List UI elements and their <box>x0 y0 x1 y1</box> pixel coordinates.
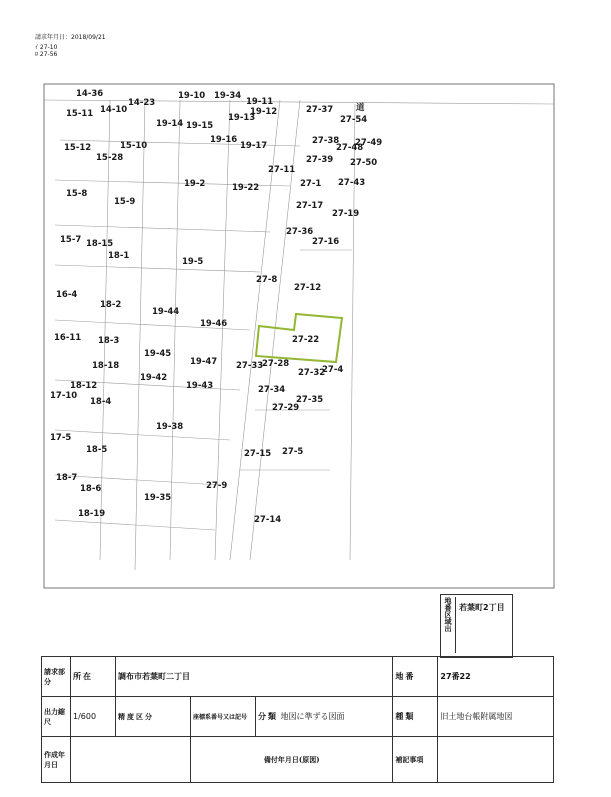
print-date: 請求年月日：2018/09/21 <box>35 34 106 41</box>
lot-label: 19-11 <box>246 97 274 107</box>
lot-label: 27-8 <box>256 275 278 285</box>
lot-label: 27-54 <box>340 115 368 125</box>
lot-label: 14-36 <box>76 89 104 99</box>
lot-label: 15-12 <box>64 143 92 153</box>
lot-label: 27-35 <box>296 395 324 405</box>
type-value: 旧土地台帳附属地図 <box>440 712 513 721</box>
scale-label: 出力縮尺 <box>44 706 65 726</box>
lot-label: 27-5 <box>282 447 304 457</box>
district-value: 若葉町2丁目 <box>459 603 505 612</box>
lot-label: 15-9 <box>114 197 136 207</box>
lot-label: 19-14 <box>156 119 184 129</box>
lot-label: 14-10 <box>100 105 128 115</box>
lot-label: 15-11 <box>66 109 94 119</box>
remarks-label: 備付年月日(原図) <box>263 754 320 764</box>
lot-label: 19-43 <box>186 381 214 391</box>
lot-label: 27-11 <box>268 165 296 175</box>
lot-label: 19-44 <box>152 307 180 317</box>
lot-label: 18-12 <box>70 381 98 391</box>
notes-label: 補記事項 <box>395 754 424 764</box>
created-label: 作成年月日 <box>44 749 65 769</box>
coord-label: 座標系番号又は記号 <box>193 714 248 721</box>
lot-label: 15-7 <box>60 235 82 245</box>
lot-label: 27-43 <box>338 178 366 188</box>
lot-label: 27-16 <box>312 237 340 247</box>
lot-label: 18-6 <box>80 484 102 494</box>
lot-label: 18-1 <box>108 251 130 261</box>
lot-label: 19-15 <box>186 121 214 131</box>
lot-label: 27-9 <box>206 481 228 491</box>
lot-label: 18-5 <box>86 445 108 455</box>
lot-label: 19-10 <box>178 91 206 101</box>
lot-label: 19-22 <box>232 183 260 193</box>
ref-line-1-value: 27-10 <box>39 44 58 51</box>
lot-label: 19-12 <box>250 107 278 117</box>
ref-line-1: ｲ 27-10 <box>35 44 58 51</box>
lot-label: 27-49 <box>355 138 383 148</box>
lot-label: 19-35 <box>144 493 172 503</box>
lot-value: 27番22 <box>440 672 471 681</box>
scale-value: 1/600 <box>73 712 97 721</box>
lot-label: 27-17 <box>296 201 324 211</box>
lot-label: 19-47 <box>190 357 218 367</box>
lot-label: 19-16 <box>210 135 238 145</box>
lot-label: 27-15 <box>244 449 272 459</box>
lot-label: 16-11 <box>54 333 82 343</box>
certificate-form <box>41 656 554 783</box>
lot-label: 27-12 <box>294 283 322 293</box>
lot-label: 18-19 <box>78 509 106 519</box>
lot-label: 16-4 <box>56 290 78 300</box>
lot-label: 27-48 <box>336 143 364 153</box>
lot-label: 27-4 <box>322 365 344 375</box>
request-label-cell <box>42 657 71 697</box>
lot-label: 15-8 <box>66 189 88 199</box>
lot-label: 17-5 <box>50 433 72 443</box>
lot-label: 19-45 <box>144 349 172 359</box>
lot-label: 15-28 <box>96 153 124 163</box>
lot-label: 18-3 <box>98 336 120 346</box>
lot-label: 19-46 <box>200 319 228 329</box>
lot-label: 27-32 <box>298 368 326 378</box>
lot-label: 27-1 <box>300 179 322 189</box>
lot-label: 17-10 <box>50 391 78 401</box>
lot-label: 19-34 <box>214 91 242 101</box>
type-label: 種類 <box>395 711 416 721</box>
lot-label: 27-29 <box>272 403 300 413</box>
lot-label: 27-22 <box>292 335 320 345</box>
request-label: 請求部分 <box>44 666 65 686</box>
lot-label: 19-42 <box>140 373 168 383</box>
lot-label: 19-2 <box>184 179 206 189</box>
district-label: 地番区域出 <box>443 597 456 653</box>
lot-label: 27-37 <box>306 105 334 115</box>
accuracy-label: 精度区分 <box>118 711 154 721</box>
lot-label: 27-36 <box>286 227 314 237</box>
lot-label: 18-15 <box>86 239 114 249</box>
lot-label: 19-13 <box>228 113 256 123</box>
district-box <box>440 594 513 658</box>
lot-label: 27-50 <box>350 158 378 168</box>
lot-label: 27-14 <box>254 515 282 525</box>
lot-label: 14-23 <box>128 98 156 108</box>
lot-label: 15-10 <box>120 141 148 151</box>
lot-label: 27-33 <box>236 361 264 371</box>
ref-line-2: ﾛ 27-56 <box>35 51 58 58</box>
lot-label: 18-7 <box>56 473 78 483</box>
lot-label: 地番 <box>395 671 416 681</box>
location-label: 所在 <box>73 671 93 681</box>
lot-label: 27-38 <box>312 136 340 146</box>
category-label: 分類 <box>258 711 278 721</box>
location-value: 調布市若葉町二丁目 <box>118 672 190 681</box>
lot-label: 18-4 <box>90 397 112 407</box>
lot-label: 18-2 <box>100 300 122 310</box>
lot-label: 27-34 <box>258 385 286 395</box>
lot-label: 27-19 <box>332 209 360 219</box>
lot-label: 27-39 <box>306 155 334 165</box>
lot-label: 18-18 <box>92 361 120 371</box>
lot-label: 19-17 <box>240 141 268 151</box>
road-label: 道 <box>356 103 365 113</box>
lot-label: 19-5 <box>182 257 204 267</box>
ref-line-2-value: 27-56 <box>39 51 58 58</box>
lot-label: 27-28 <box>262 359 290 369</box>
lot-label: 19-38 <box>156 422 184 432</box>
category-value: 地図に準ずる図面 <box>280 712 345 721</box>
